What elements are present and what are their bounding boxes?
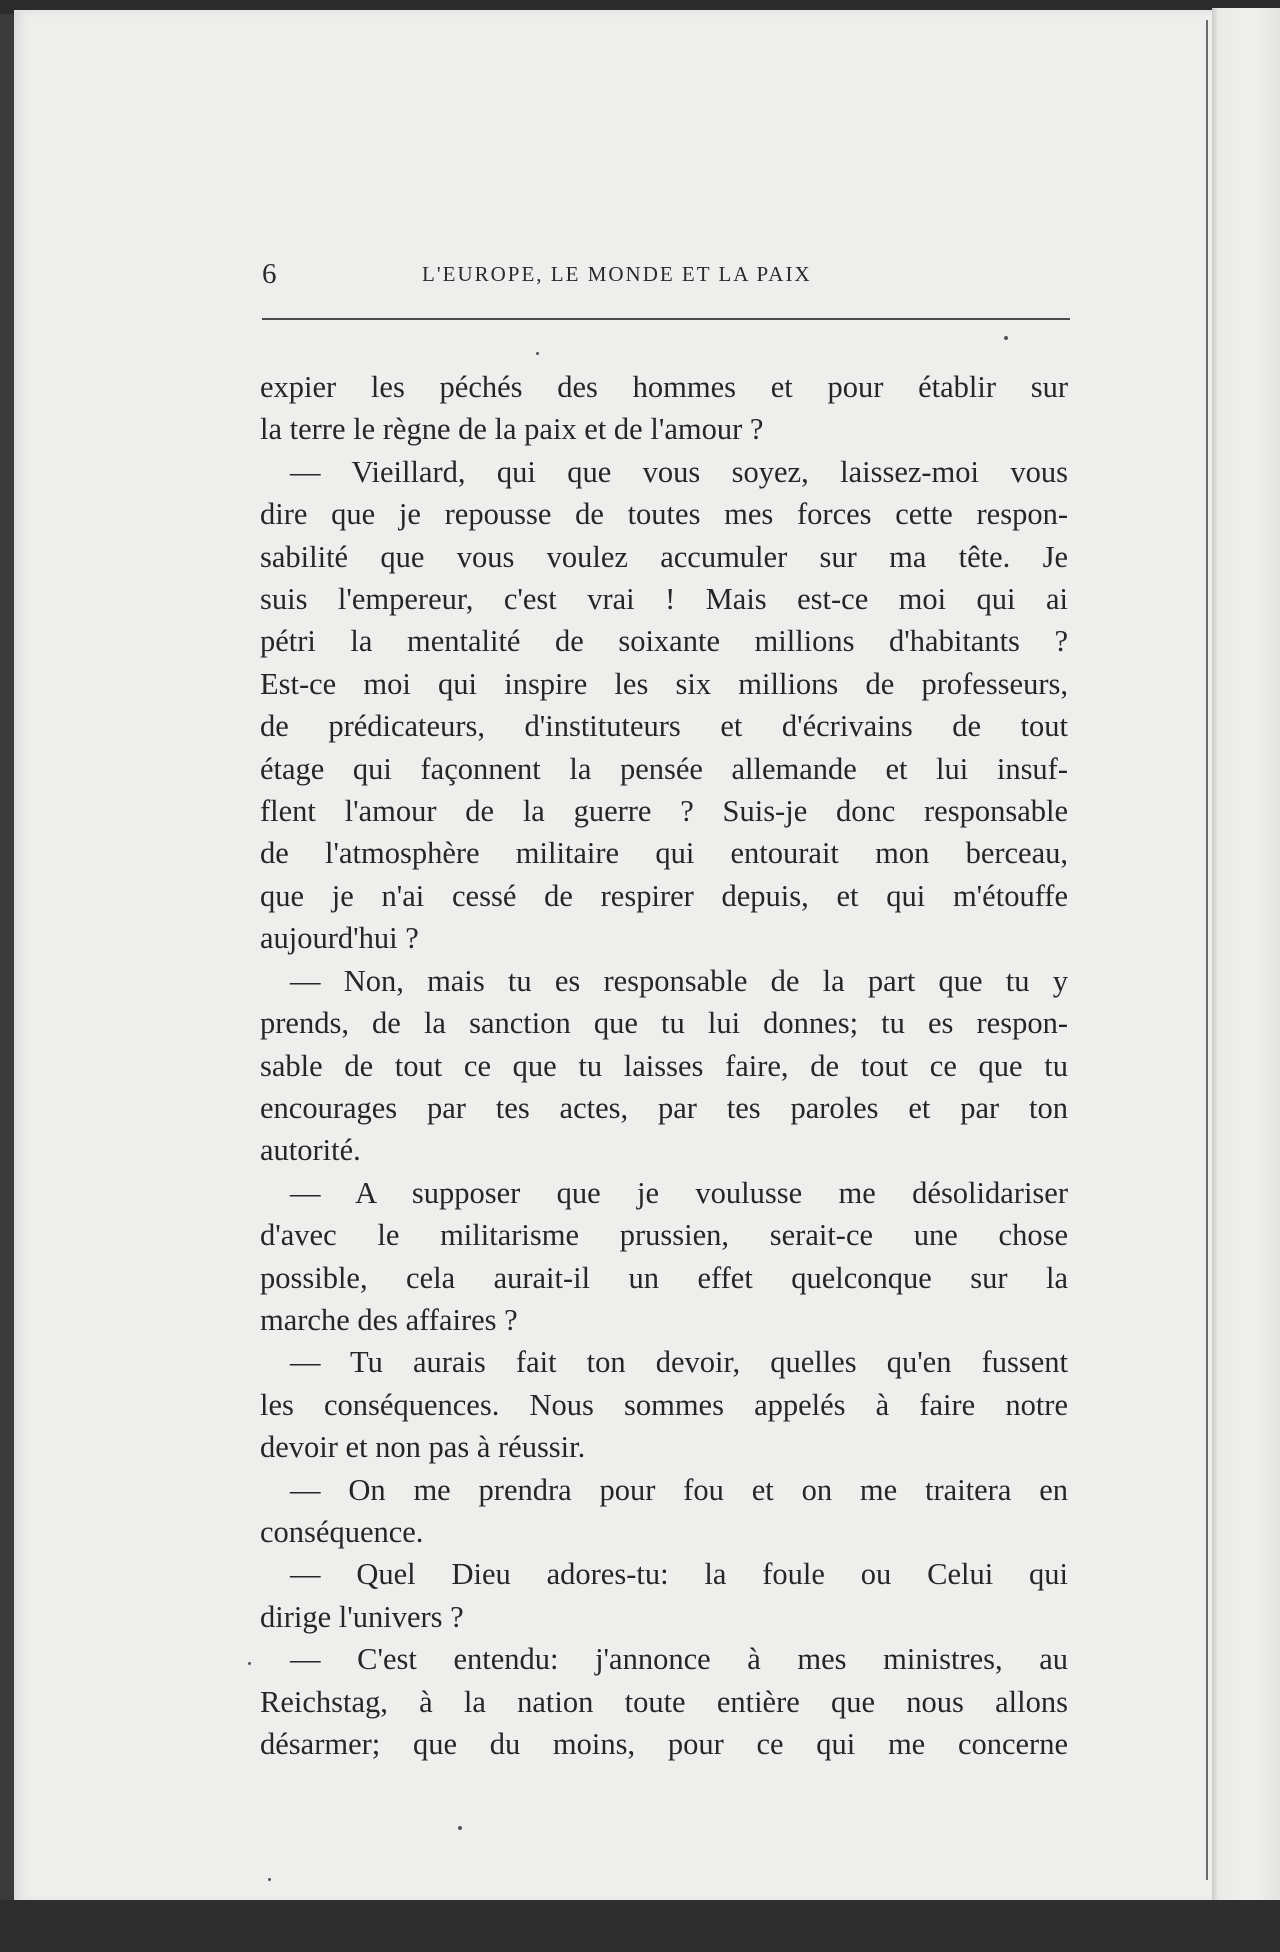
text-line: aujourd'hui ?	[260, 921, 419, 956]
text-line: — A supposer que je voulusse me désolidariser	[290, 1175, 1068, 1210]
text-line: étage qui façonnent la pensée allemande et lui insuf-	[260, 751, 1068, 786]
text-line: prends, de la sanction que tu lui donnes; tu es respon-	[260, 1006, 1068, 1041]
text-line: sable de tout ce que tu laisses faire, de tout ce que tu	[260, 1048, 1068, 1083]
text-line: pétri la mentalité de soixante millions d'habitants ?	[260, 624, 1068, 659]
text-line: devoir et non pas à réussir.	[260, 1430, 586, 1465]
scan-speck	[268, 1878, 271, 1881]
text-line: conséquence.	[260, 1514, 424, 1549]
text-line: que je n'ai cessé de respirer depuis, et qui m'étouffe	[260, 878, 1068, 913]
text-line: — Tu aurais fait ton devoir, quelles qu'en fussent	[290, 1345, 1068, 1380]
text-line: expier les péchés des hommes et pour établir sur	[260, 370, 1068, 404]
text-line: flent l'amour de la guerre ? Suis-je donc responsable	[260, 794, 1068, 829]
text-line: suis l'empereur, c'est vrai ! Mais est-ce moi qui ai	[260, 582, 1068, 617]
page-gutter-line	[1206, 20, 1208, 1880]
page-number: 6	[262, 258, 277, 290]
body-text	[260, 366, 1068, 1765]
text-line: autorité.	[260, 1133, 361, 1168]
text-line: désarmer; que du moins, pour ce qui me concerne	[260, 1727, 1068, 1761]
text-line: dire que je repousse de toutes mes forces cette respon-	[260, 497, 1068, 532]
text-line: possible, cela aurait-il un effet quelconque sur la	[260, 1260, 1068, 1295]
text-line: Reichstag, à la nation toute entière que nous allons	[260, 1684, 1068, 1719]
scan-speck	[458, 1826, 462, 1830]
text-line: de l'atmosphère militaire qui entourait mon berceau,	[260, 836, 1068, 871]
text-line: Est-ce moi qui inspire les six millions de professeurs,	[260, 666, 1068, 701]
text-line: — On me prendra pour fou et on me traitera en	[290, 1472, 1068, 1507]
text-line: dirige l'univers ?	[260, 1599, 464, 1634]
text-line: les conséquences. Nous sommes appelés à faire notre	[260, 1387, 1068, 1422]
scan-speck	[536, 352, 539, 355]
text-line: — Vieillard, qui que vous soyez, laissez-moi vous	[290, 454, 1068, 489]
header-rule	[262, 318, 1070, 320]
text-line: — Non, mais tu es responsable de la part que tu y	[290, 963, 1068, 998]
text-line: — C'est entendu: j'annonce à mes ministres, au	[290, 1642, 1068, 1677]
scan-speck	[1004, 336, 1008, 340]
running-title: L'EUROPE, LE MONDE ET LA PAIX	[422, 262, 812, 286]
text-line: encourages par tes actes, par tes paroles et par ton	[260, 1090, 1068, 1125]
text-line: la terre le règne de la paix et de l'amour ?	[260, 412, 764, 447]
text-line: de prédicateurs, d'instituteurs et d'écrivains de tout	[260, 709, 1068, 744]
text-line: — Quel Dieu adores-tu: la foule ou Celui qui	[290, 1557, 1068, 1592]
next-page-edge	[1212, 8, 1280, 1903]
text-line: sabilité que vous voulez accumuler sur ma tête. Je	[260, 539, 1068, 574]
scan-speck	[248, 1662, 251, 1665]
page-header	[262, 258, 1070, 298]
scan-border-bottom	[0, 1900, 1280, 1952]
text-line: d'avec le militarisme prussien, serait-ce une chose	[260, 1218, 1068, 1253]
text-line: marche des affaires ?	[260, 1302, 518, 1337]
